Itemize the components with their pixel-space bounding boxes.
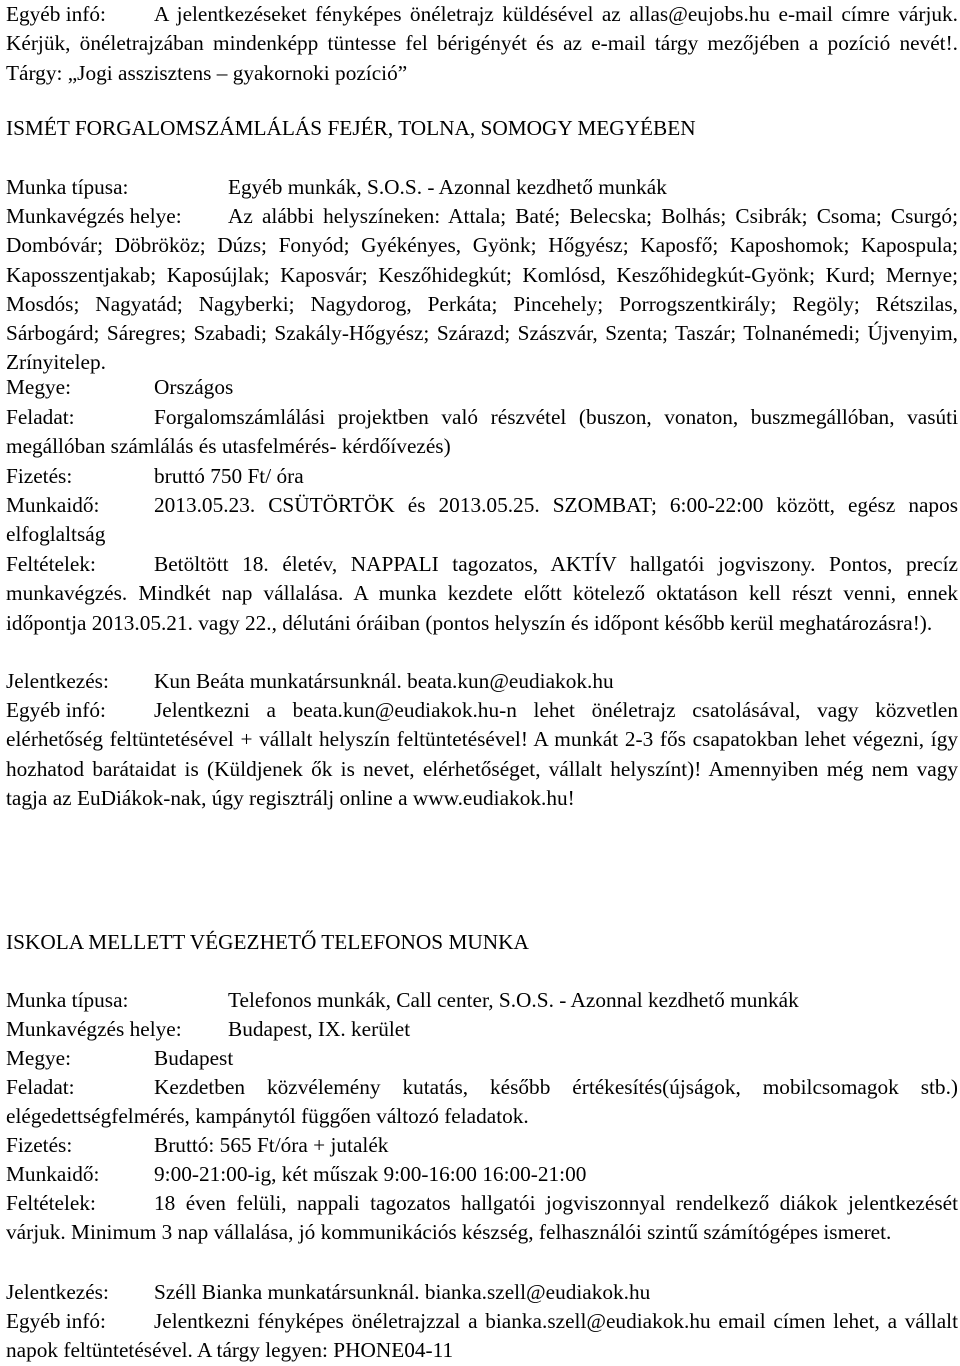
job2-megye [6, 1044, 233, 1073]
job1-helye-label: Munkavégzés helye: [6, 204, 182, 228]
job1-feltetelek-label: Feltételek: [6, 552, 96, 576]
job1-egyeb [6, 696, 958, 813]
job2-munka-tipusa-value: Telefonos munkák, Call center, S.O.S. - Azonnal kezdhető munkák [228, 988, 799, 1012]
job2-feltetelek-label: Feltételek: [6, 1191, 96, 1215]
job1-munkaido [6, 491, 958, 550]
job1-munka-tipusa [6, 173, 667, 202]
job2-munkaido [6, 1160, 586, 1189]
job1-munka-tipusa-value: Egyéb munkák, S.O.S. - Azonnal kezdhető munkák [228, 175, 667, 199]
intro-text: A jelentkezéseket fényképes önéletrajz küldésével az allas@eujobs.hu e-mail címre várjuk. Kérjük, önéletrajzában mindenképp tüntesse fel bérigényét és az e-mail tárgy mezőjében a pozíció nevét!. Tárgy: „Jogi asszisztens – gyakornoki pozíció” [6, 2, 958, 85]
job2-helye [6, 1015, 410, 1044]
job2-jelentkezes-label: Jelentkezés: [6, 1280, 109, 1304]
job1-megye [6, 373, 233, 402]
job1-feltetelek-value: Betöltött 18. életév, NAPPALI tagozatos, AKTÍV hallgatói jogviszony. Pontos, precíz munkavégzés. Mindkét nap vállalása. A munka kezdete előtt kötelező oktatáson kell részt venni, ennek időpontja 2013.05.21. vagy 22., délutáni óráiban (pontos helyszín és időpont később kerül meghatározásra!). [6, 552, 958, 635]
job2-jelentkezes [6, 1278, 650, 1307]
job2-feltetelek [6, 1189, 958, 1248]
job2-feladat [6, 1073, 958, 1132]
job1-egyeb-value: Jelentkezni a beata.kun@eudiakok.hu-n lehet önéletrajz csatolásával, vagy közvetlen elérhetőség feltüntetésével + vállalt helyszín feltüntetésével! A munkát 2-3 fős csapatokban lehet végezni, így hozhatod barátaidat is (Küldjenek ők is nevet, elérhetőséget, vállalt helyszínt)! Amennyiben még nem vagy tagja az EuDiákok-nak, úgy regisztrálj online a www.eudiakok.hu! [6, 698, 958, 810]
job1-feladat-value: Forgalomszámlálási projektben való részvétel (buszon, vonaton, buszmegállóban, vasúti megállóban számlálás és utasfelmérés- kérdőívezés) [6, 405, 958, 459]
job2-megye-label: Megye: [6, 1046, 72, 1070]
job2-egyeb [6, 1307, 958, 1366]
job1-jelentkezes [6, 667, 614, 696]
job1-megye-label: Megye: [6, 375, 72, 399]
job2-egyeb-label: Egyéb infó: [6, 1309, 106, 1333]
job2-fizetes-value: Bruttó: 565 Ft/óra + jutalék [154, 1133, 389, 1157]
job1-munkaido-label: Munkaidő: [6, 493, 100, 517]
job2-munkaido-value: 9:00-21:00-ig, két műszak 9:00-16:00 16:00-21:00 [154, 1162, 587, 1186]
job2-helye-label: Munkavégzés helye: [6, 1017, 182, 1041]
job1-heading: ISMÉT FORGALOMSZÁMLÁLÁS FEJÉR, TOLNA, SOMOGY MEGYÉBEN [6, 116, 696, 140]
job1-jelentkezes-label: Jelentkezés: [6, 669, 109, 693]
job1-helye [6, 202, 958, 378]
job1-munkaido-value: 2013.05.23. CSÜTÖRTÖK és 2013.05.25. SZOMBAT; 6:00-22:00 között, egész napos elfoglaltság [6, 493, 958, 547]
job2-fizetes-label: Fizetés: [6, 1133, 73, 1157]
job1-feladat-label: Feladat: [6, 405, 75, 429]
job1-fizetes-value: bruttó 750 Ft/ óra [154, 464, 304, 488]
job1-helye-value: Az alábbi helyszíneken: Attala; Baté; Belecska; Bolhás; Csibrák; Csoma; Csurgó; Dombóvár; Döbrököz; Dúzs; Fonyód; Gyékényes, Gyönk; Hőgyész; Kaposfő; Kaposhomok; Kapospula; Kaposszentjakab; Kaposújlak; Kaposvár; Keszőhidegkút; Komlósd, Keszőhidegkút-Gyönk; Kurd; Mernye; Mosdós; Nagyatád; Nagyberki; Nagydorog, Perkáta; Pincehely; Porrogszentkirály; Regöly; Rétszilas, Sárbogárd; Sáregres; Szabadi; Szakály-Hőgyész; Szárazd; Szászvár, Szenta; Taszár; Tolnanémedi; Újvenyim, Zrínyitelep. [6, 204, 958, 375]
job2-egyeb-value: Jelentkezni fényképes önéletrajzzal a bianka.szell@eudiakok.hu email címen lehet, a vállalt napok feltüntetésével. A tárgy legyen: PHONE04-11 [6, 1309, 958, 1363]
intro-label: Egyéb infó: [6, 2, 106, 26]
job2-munkaido-label: Munkaidő: [6, 1162, 100, 1186]
job1-fizetes-label: Fizetés: [6, 464, 73, 488]
job2-feladat-value: Kezdetben közvélemény kutatás, később értékesítés(újságok, mobilcsomagok stb.) elégedettségfelmérés, kampánytól függően változó feladatok. [6, 1075, 958, 1129]
job1-fizetes [6, 462, 304, 491]
job1-megye-value: Országos [154, 375, 234, 399]
job2-feladat-label: Feladat: [6, 1075, 75, 1099]
intro-paragraph [6, 0, 958, 88]
job2-jelentkezes-value: Széll Bianka munkatársunknál. bianka.szell@eudiakok.hu [154, 1280, 651, 1304]
job2-munka-tipusa [6, 986, 799, 1015]
job2-fizetes [6, 1131, 388, 1160]
job1-jelentkezes-value: Kun Beáta munkatársunknál. beata.kun@eudiakok.hu [154, 669, 614, 693]
job2-megye-value: Budapest [154, 1046, 234, 1070]
job2-helye-value: Budapest, IX. kerület [228, 1017, 411, 1041]
job1-feltetelek [6, 550, 958, 638]
job1-feladat [6, 403, 958, 462]
job2-feltetelek-value: 18 éven felüli, nappali tagozatos hallgatói jogviszonnyal rendelkező diákok jelentkezését várjuk. Minimum 3 nap vállalása, jó kommunikációs készség, felhasználói szintű számítógépes ismeret. [6, 1191, 958, 1245]
job2-heading: ISKOLA MELLETT VÉGEZHETŐ TELEFONOS MUNKA [6, 930, 529, 954]
job1-munka-tipusa-label: Munka típusa: [6, 175, 129, 199]
job2-munka-tipusa-label: Munka típusa: [6, 988, 129, 1012]
job1-egyeb-label: Egyéb infó: [6, 698, 106, 722]
